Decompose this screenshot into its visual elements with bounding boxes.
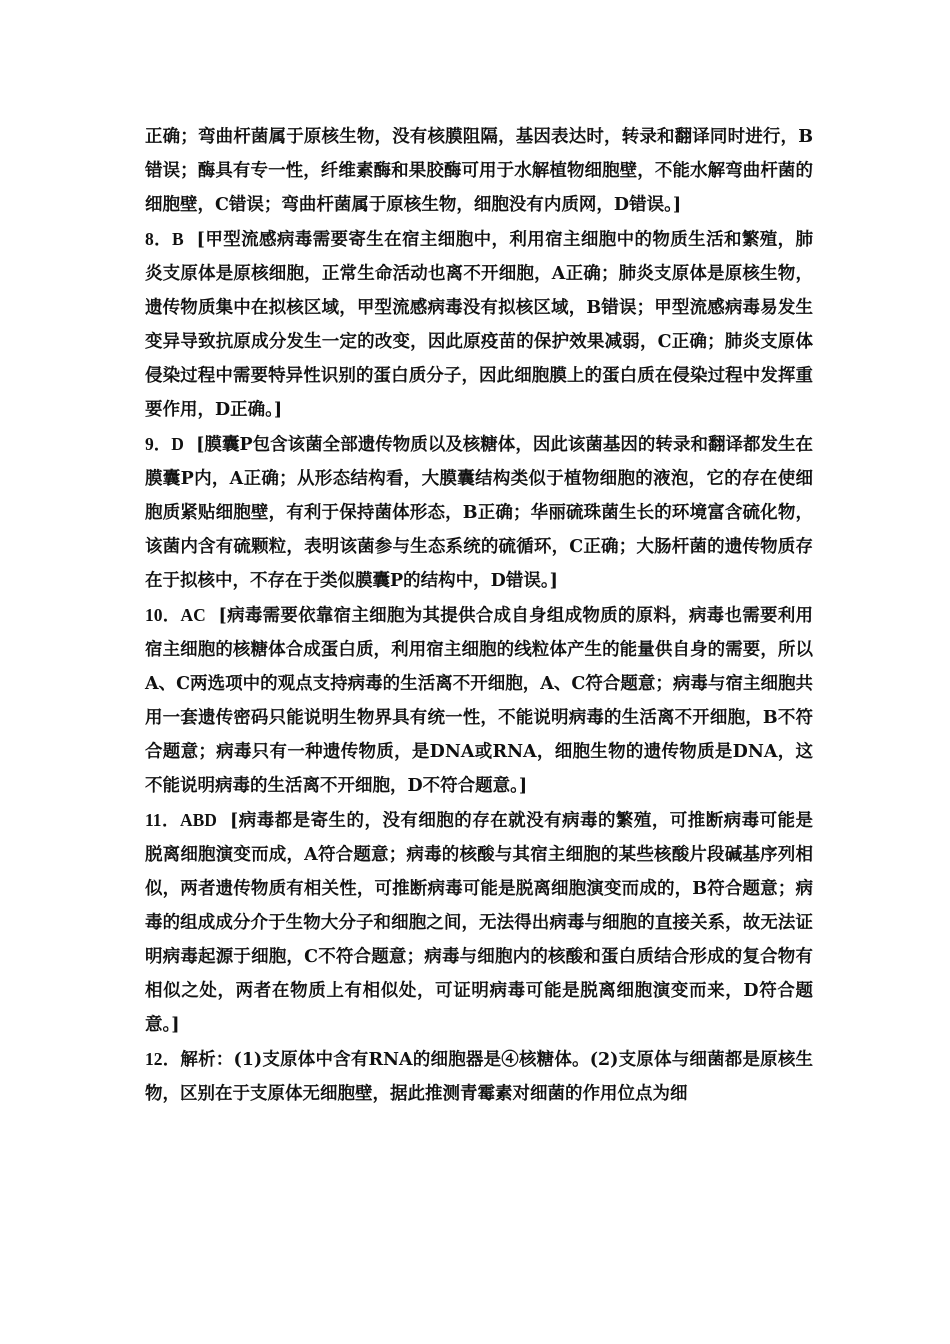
question-number: 11．ABD — [145, 810, 217, 830]
answer-explanation: [膜囊P包含该菌全部遗传物质以及核糖体，因此该菌基因的转录和翻译都发生在膜囊P内，A正确；从形态结构看，大膜囊结构类似于植物细胞的液泡，它的存在使细胞质紧贴细胞壁，有利于保持菌体形态，B正确；华丽硫珠菌生长的环境富含硫化物，该菌内含有硫颗粒，表明该菌参与生态系统的硫循环，C正确；大肠杆菌的遗传物质存在于拟核中，不存在于类似膜囊P的结构中，D错误。] — [145, 435, 814, 591]
question-number: 10．AC — [145, 605, 206, 625]
answer-paragraph-8 — [145, 222, 813, 427]
answer-paragraph-10 — [145, 598, 813, 803]
answer-explanation: [病毒都是寄生的，没有细胞的存在就没有病毒的繁殖，可推断病毒可能是脱离细胞演变而成，A符合题意；病毒的核酸与其宿主细胞的某些核酸片段碱基序列相似，两者遗传物质有相关性，可推断病毒可能是脱离细胞演变而成的，B符合题意；病毒的组成成分介于生物大分子和细胞之间，无法得出病毒与细胞的直接关系，故无法证明病毒起源于细胞，C不符合题意；病毒与细胞内的核酸和蛋白质结合形成的复合物有相似之处，两者在物质上有相似处，可证明病毒可能是脱离细胞演变而来，D符合题意。] — [145, 811, 814, 1035]
answer-text-block — [145, 119, 813, 1111]
answer-paragraph-9 — [145, 427, 813, 598]
answer-paragraph-7-continued — [145, 119, 813, 222]
answer-explanation: [病毒需要依靠宿主细胞为其提供合成自身组成物质的原料，病毒也需要利用宿主细胞的核糖体合成蛋白质，利用宿主细胞的线粒体产生的能量供自身的需要，所以A、C两选项中的观点支持病毒的生活离不开细胞，A、C符合题意；病毒与宿主细胞共用一套遗传密码只能说明生物界具有统一性，不能说明病毒的生活离不开细胞，B不符合题意；病毒只有一种遗传物质，是DNA或RNA，细胞生物的遗传物质是DNA，这不能说明病毒的生活离不开细胞，D不符合题意。] — [145, 606, 814, 796]
question-number: 12． — [145, 1049, 181, 1069]
answer-paragraph-12 — [145, 1042, 813, 1111]
question-number: 9．D — [145, 434, 184, 454]
answer-explanation: 正确；弯曲杆菌属于原核生物，没有核膜阻隔，基因表达时，转录和翻译同时进行，B错误；酶具有专一性，纤维素酶和果胶酶可用于水解植物细胞壁，不能水解弯曲杆菌的细胞壁，C错误；弯曲杆菌属于原核生物，细胞没有内质网，D错误。] — [145, 127, 813, 215]
answer-explanation: [甲型流感病毒需要寄生在宿主细胞中，利用宿主细胞中的物质生活和繁殖，肺炎支原体是原核细胞，正常生命活动也离不开细胞，A正确；肺炎支原体是原核生物，遗传物质集中在拟核区域，甲型流感病毒没有拟核区域，B错误；甲型流感病毒易发生变异导致抗原成分发生一定的改变，因此原疫苗的保护效果减弱，C正确；肺炎支原体侵染过程中需要特异性识别的蛋白质分子，因此细胞膜上的蛋白质在侵染过程中发挥重要作用，D正确。] — [145, 230, 813, 420]
answer-paragraph-11 — [145, 803, 813, 1042]
answer-explanation: 解析：(1)支原体中含有RNA的细胞器是④核糖体。(2)支原体与细菌都是原核生物，区别在于支原体无细胞壁，据此推测青霉素对细菌的作用位点为细 — [145, 1050, 814, 1104]
question-number: 8．B — [145, 229, 184, 249]
